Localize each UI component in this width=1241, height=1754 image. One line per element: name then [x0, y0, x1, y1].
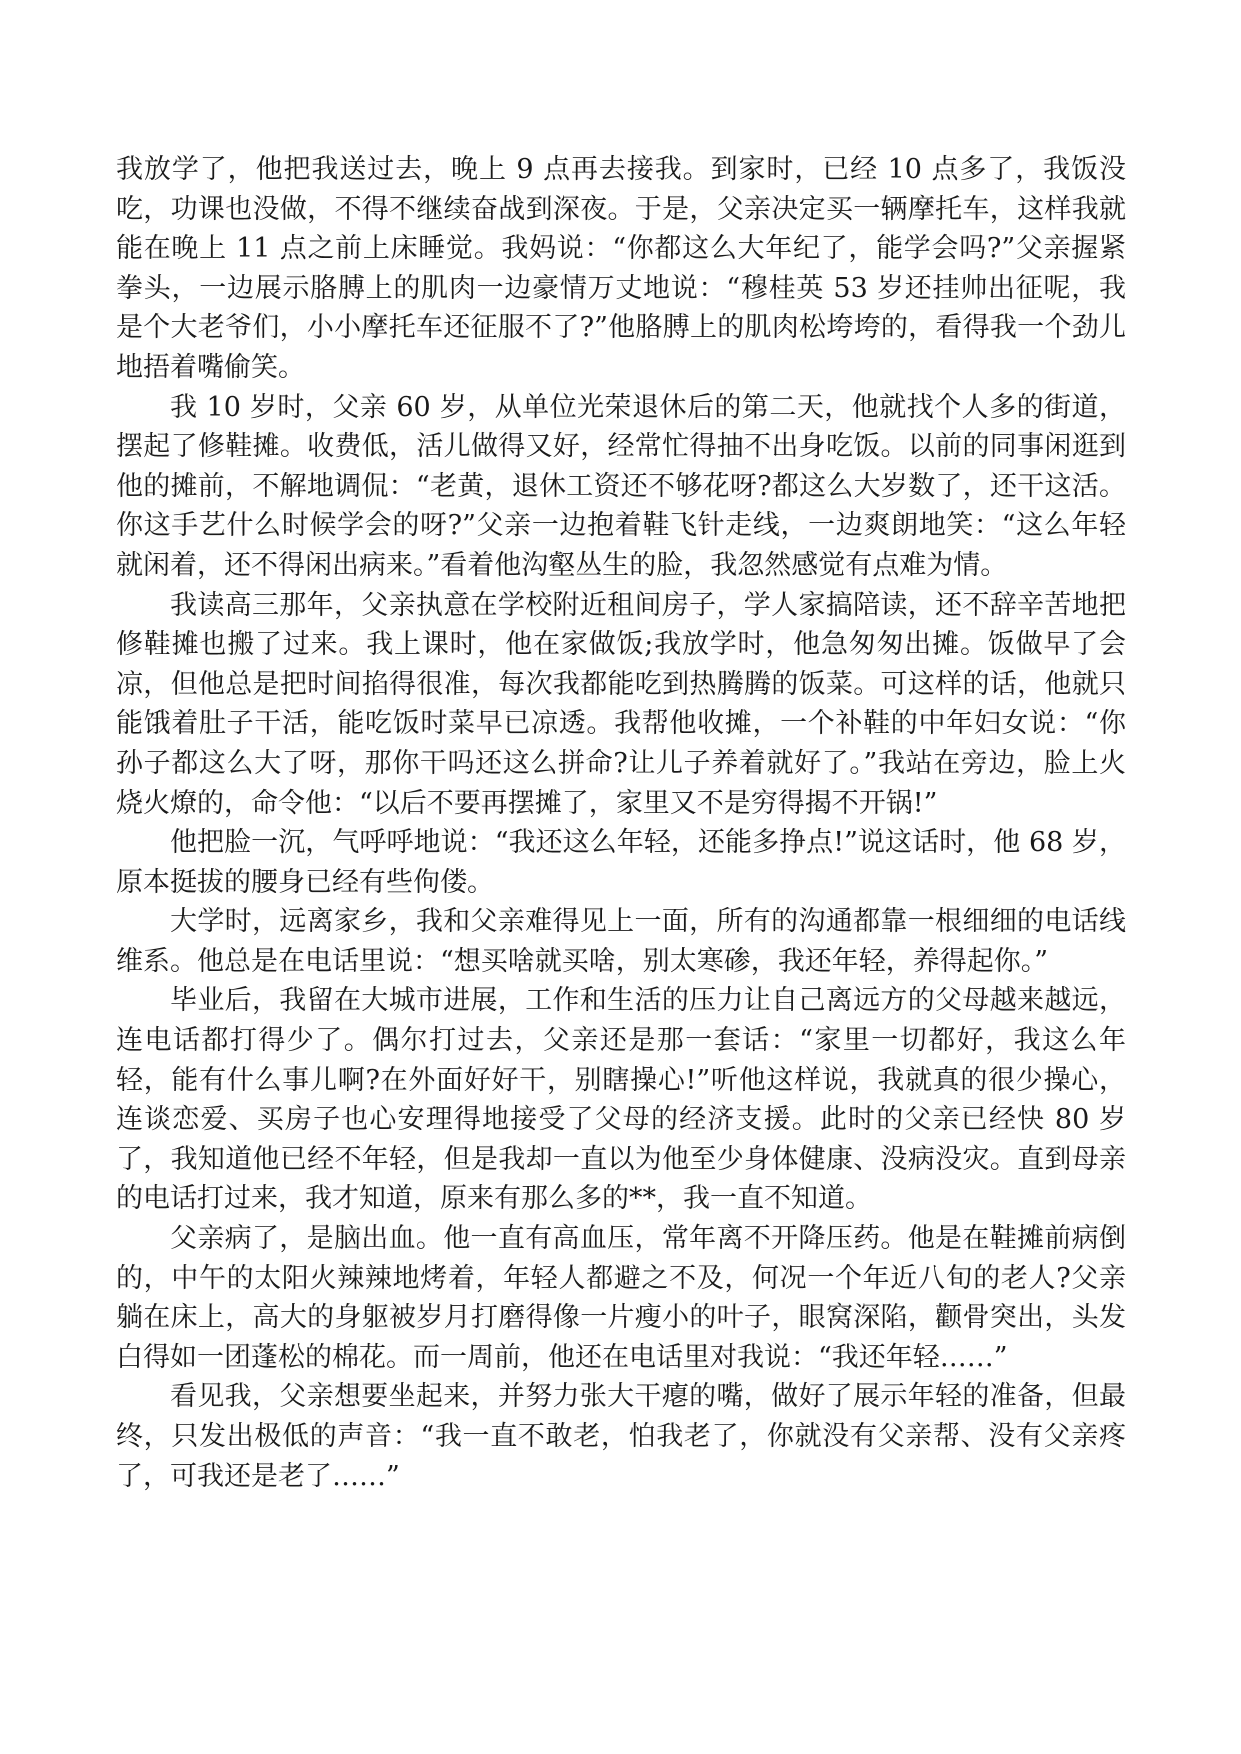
paragraph-8: 看见我，父亲想要坐起来，并努力张大干瘪的嘴，做好了展示年轻的准备，但最终，只发出极低的声音：“我一直不敢老，怕我老了，你就没有父亲帮、没有父亲疼了，可我还是老了……” — [116, 1381, 1126, 1492]
paragraph-2: 我 10 岁时，父亲 60 岁，从单位光荣退休后的第二天，他就找个人多的街道，摆起了修鞋摊。收费低，活儿做得又好，经常忙得抽不出身吃饭。以前的同事闲逛到他的摊前，不解地调侃：“老黄，退休工资还不够花呀?都这么大岁数了，还干这活。你这手艺什么时候学会的呀?”父亲一边抱着鞋飞针走线，一边爽朗地笑：“这么年轻就闲着，还不得闲出病来。”看着他沟壑丛生的脸，我忽然感觉有点难为情。 — [116, 391, 1126, 581]
paragraph-7: 父亲病了，是脑出血。他一直有高血压，常年离不开降压药。他是在鞋摊前病倒的，中午的太阳火辣辣地烤着，年轻人都避之不及，何况一个年近八旬的老人?父亲躺在床上，高大的身躯被岁月打磨得像一片瘦小的叶子，眼窝深陷，颧骨突出，头发白得如一团蓬松的棉花。而一周前，他还在电话里对我说：“我还年轻……” — [116, 1223, 1126, 1373]
paragraph-1: 我放学了，他把我送过去，晚上 9 点再去接我。到家时，已经 10 点多了，我饭没吃，功课也没做，不得不继续奋战到深夜。于是，父亲决定买一辆摩托车，这样我就能在晚上 11 点之前上床睡觉。我妈说：“你都这么大年纪了，能学会吗?”父亲握紧拳头，一边展示胳膊上的肌肉一边豪情万丈地说：“穆桂英 53 岁还挂帅出征呢，我是个大老爷们，小小摩托车还征服不了?”他胳膊上的肌肉松垮垮的，看得我一个劲儿地捂着嘴偷笑。 — [116, 154, 1126, 383]
paragraph-3: 我读高三那年，父亲执意在学校附近租间房子，学人家搞陪读，还不辞辛苦地把修鞋摊也搬了过来。我上课时，他在家做饭;我放学时，他急匆匆出摊。饭做早了会凉，但他总是把时间掐得很准，每次我都能吃到热腾腾的饭菜。可这样的话，他就只能饿着肚子干活，能吃饭时菜早已凉透。我帮他收摊，一个补鞋的中年妇女说：“你孙子都这么大了呀，那你干吗还这么拼命?让儿子养着就好了。”我站在旁边，脸上火烧火燎的，命令他：“以后不要再摆摊了，家里又不是穷得揭不开锅!” — [116, 589, 1126, 819]
body-text — [116, 150, 1126, 1496]
paragraph-5: 大学时，远离家乡，我和父亲难得见上一面，所有的沟通都靠一根细细的电话线维系。他总是在电话里说：“想买啥就买啥，别太寒碜，我还年轻，养得起你。” — [116, 906, 1126, 977]
paragraph-6: 毕业后，我留在大城市进展，工作和生活的压力让自己离远方的父母越来越远，连电话都打得少了。偶尔打过去，父亲还是那一套话：“家里一切都好，我这么年轻，能有什么事儿啊?在外面好好干，别瞎操心!”听他这样说，我就真的很少操心，连谈恋爱、买房子也心安理得地接受了父母的经济支援。此时的父亲已经快 80 岁了，我知道他已经不年轻，但是我却一直以为他至少身体健康、没病没灾。直到母亲的电话打过来，我才知道，原来有那么多的**，我一直不知道。 — [116, 985, 1126, 1215]
paragraph-4: 他把脸一沉，气呼呼地说：“我还这么年轻，还能多挣点!”说这话时，他 68 岁，原本挺拔的腰身已经有些佝偻。 — [116, 827, 1126, 898]
